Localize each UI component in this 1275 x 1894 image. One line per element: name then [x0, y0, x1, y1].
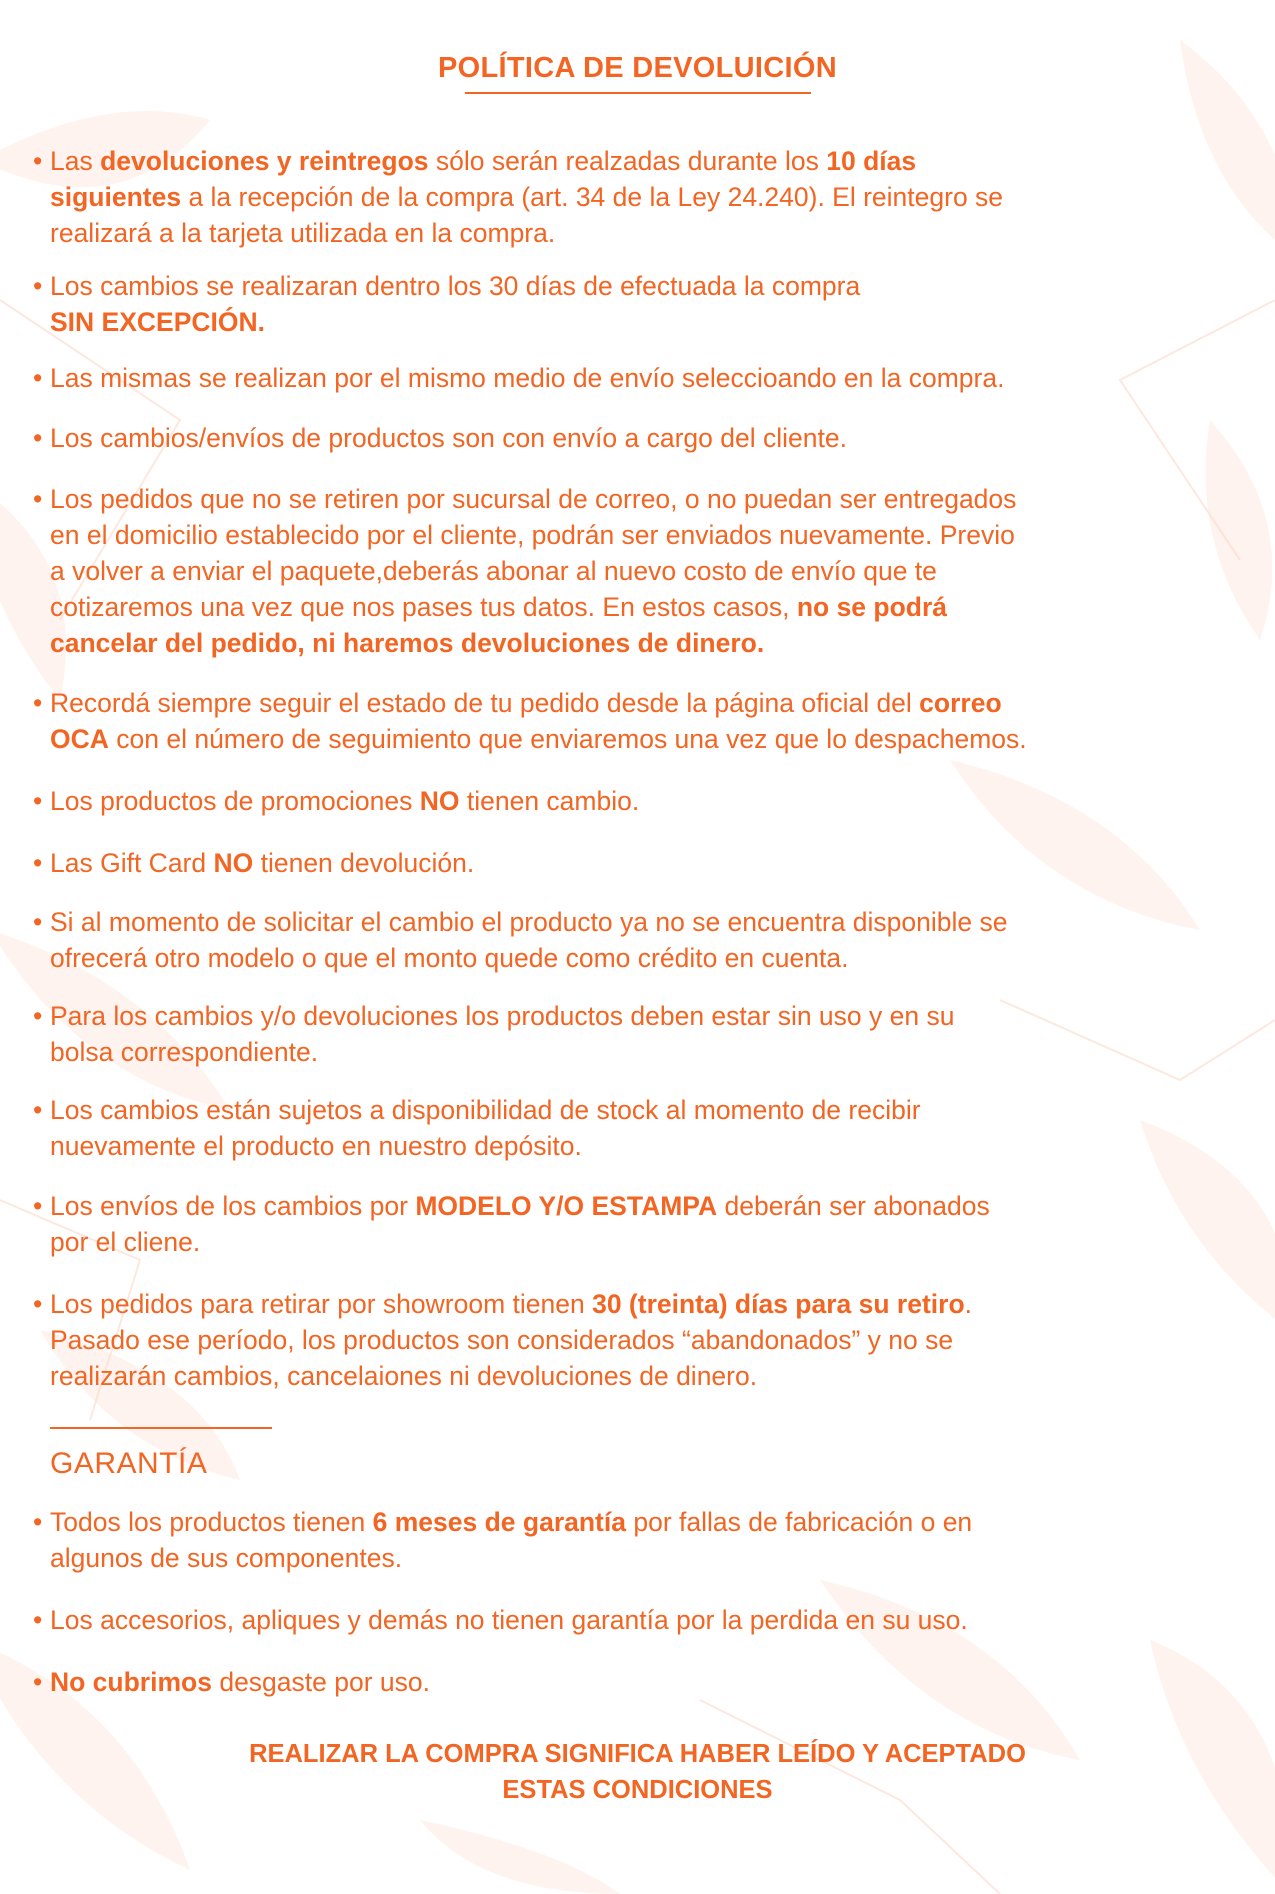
guarantee-3-line-1: No cubrimos desgaste por uso.	[50, 1667, 430, 1697]
guarantee-2-line-1: Los accesorios, apliques y demás no tienen garantía por la perdida en su uso.	[50, 1605, 968, 1635]
bullet: •	[33, 848, 43, 878]
bullet: •	[33, 484, 43, 514]
item-8-line-1: Las Gift Card NO tienen devolución.	[50, 848, 475, 878]
bullet: •	[33, 1095, 43, 1125]
list-item	[33, 904, 1240, 976]
bullet: •	[33, 423, 43, 453]
bullet: •	[33, 1605, 43, 1635]
bullet: •	[33, 907, 43, 937]
item-5-line-5: cancelar del pedido, ni haremos devoluciones de dinero.	[50, 628, 765, 658]
bullet: •	[33, 1001, 43, 1031]
list-item	[33, 998, 1240, 1070]
item-2-line-2: SIN EXCEPCIÓN.	[50, 307, 265, 337]
footer-notice	[0, 1736, 1275, 1808]
item-10-line-1: Para los cambios y/o devoluciones los productos deben estar sin uso y en su	[50, 1001, 955, 1031]
list-item	[33, 685, 1240, 757]
item-5-line-3: a volver a enviar el paquete,deberás abonar al nuevo costo de envío que te	[50, 556, 937, 586]
bullet: •	[33, 1191, 43, 1221]
item-7-line-1: Los productos de promociones NO tienen cambio.	[50, 786, 640, 816]
list-item	[33, 845, 1240, 881]
item-5-line-1: Los pedidos que no se retiren por sucursal de correo, o no puedan ser entregados	[50, 484, 1017, 514]
item-13-line-1: Los pedidos para retirar por showroom tienen 30 (treinta) días para su retiro.	[50, 1289, 973, 1319]
item-2-line-1: Los cambios se realizaran dentro los 30 días de efectuada la compra	[50, 271, 861, 301]
list-item	[33, 360, 1240, 396]
guarantee-1-line-2: algunos de sus componentes.	[50, 1543, 403, 1573]
list-item	[33, 1602, 1240, 1638]
title-underline	[465, 92, 811, 94]
item-9-line-1: Si al momento de solicitar el cambio el producto ya no se encuentra disponible se	[50, 907, 1008, 937]
item-12-line-2: por el cliene.	[50, 1227, 201, 1257]
list-item	[33, 1664, 1240, 1700]
footer-line-1: REALIZAR LA COMPRA SIGNIFICA HABER LEÍDO Y ACEPTADO	[249, 1740, 1026, 1768]
item-4-line-1: Los cambios/envíos de productos son con envío a cargo del cliente.	[50, 423, 847, 453]
list-item	[33, 481, 1240, 661]
item-11-line-1: Los cambios están sujetos a disponibilidad de stock al momento de recibir	[50, 1095, 921, 1125]
item-1-line-3: realizará a la tarjeta utilizada en la compra.	[50, 218, 556, 248]
section-divider	[50, 1427, 272, 1429]
list-item	[33, 783, 1240, 819]
bullet: •	[33, 363, 43, 393]
list-item	[33, 1286, 1240, 1394]
list-item	[33, 1504, 1240, 1576]
bullet: •	[33, 1507, 43, 1537]
item-11-line-2: nuevamente el producto en nuestro depósito.	[50, 1131, 582, 1161]
guarantee-1-line-1: Todos los productos tienen 6 meses de garantía por fallas de fabricación o en	[50, 1507, 973, 1537]
item-12-line-1: Los envíos de los cambios por MODELO Y/O ESTAMPA deberán ser abonados	[50, 1191, 990, 1221]
item-10-line-2: bolsa correspondiente.	[50, 1037, 319, 1067]
list-item	[33, 143, 1240, 251]
bullet: •	[33, 146, 43, 176]
bullet: •	[33, 271, 43, 301]
bullet: •	[33, 1667, 43, 1697]
list-item	[33, 1092, 1240, 1164]
item-5-line-2: en el domicilio establecido por el cliente, podrán ser enviados nuevamente. Previo	[50, 520, 1015, 550]
list-item	[33, 420, 1240, 456]
item-1-line-2: siguientes a la recepción de la compra (art. 34 de la Ley 24.240). El reintegro se	[50, 182, 1004, 212]
item-6-line-2: OCA con el número de seguimiento que enviaremos una vez que lo despachemos.	[50, 724, 1027, 754]
item-1-line-1: Las devoluciones y reintregos sólo serán realzadas durante los 10 días	[50, 146, 917, 176]
guarantee-heading: GARANTÍA	[50, 1447, 208, 1480]
item-13-line-3: realizarán cambios, cancelaiones ni devoluciones de dinero.	[50, 1361, 758, 1391]
bullet: •	[33, 1289, 43, 1319]
item-3-line-1: Las mismas se realizan por el mismo medio de envío seleccioando en la compra.	[50, 363, 1005, 393]
bullet: •	[33, 786, 43, 816]
footer-line-2: ESTAS CONDICIONES	[502, 1776, 773, 1804]
list-item	[33, 1188, 1240, 1260]
item-13-line-2: Pasado ese período, los productos son considerados “abandonados” y no se	[50, 1325, 954, 1355]
item-6-line-1: Recordá siempre seguir el estado de tu pedido desde la página oficial del correo	[50, 688, 1002, 718]
item-5-line-4: cotizaremos una vez que nos pases tus datos. En estos casos, no se podrá	[50, 592, 948, 622]
item-9-line-2: ofrecerá otro modelo o que el monto quede como crédito en cuenta.	[50, 943, 849, 973]
bullet: •	[33, 688, 43, 718]
page-title: POLÍTICA DE DEVOLUICIÓN	[438, 52, 837, 84]
list-item	[33, 268, 1240, 340]
